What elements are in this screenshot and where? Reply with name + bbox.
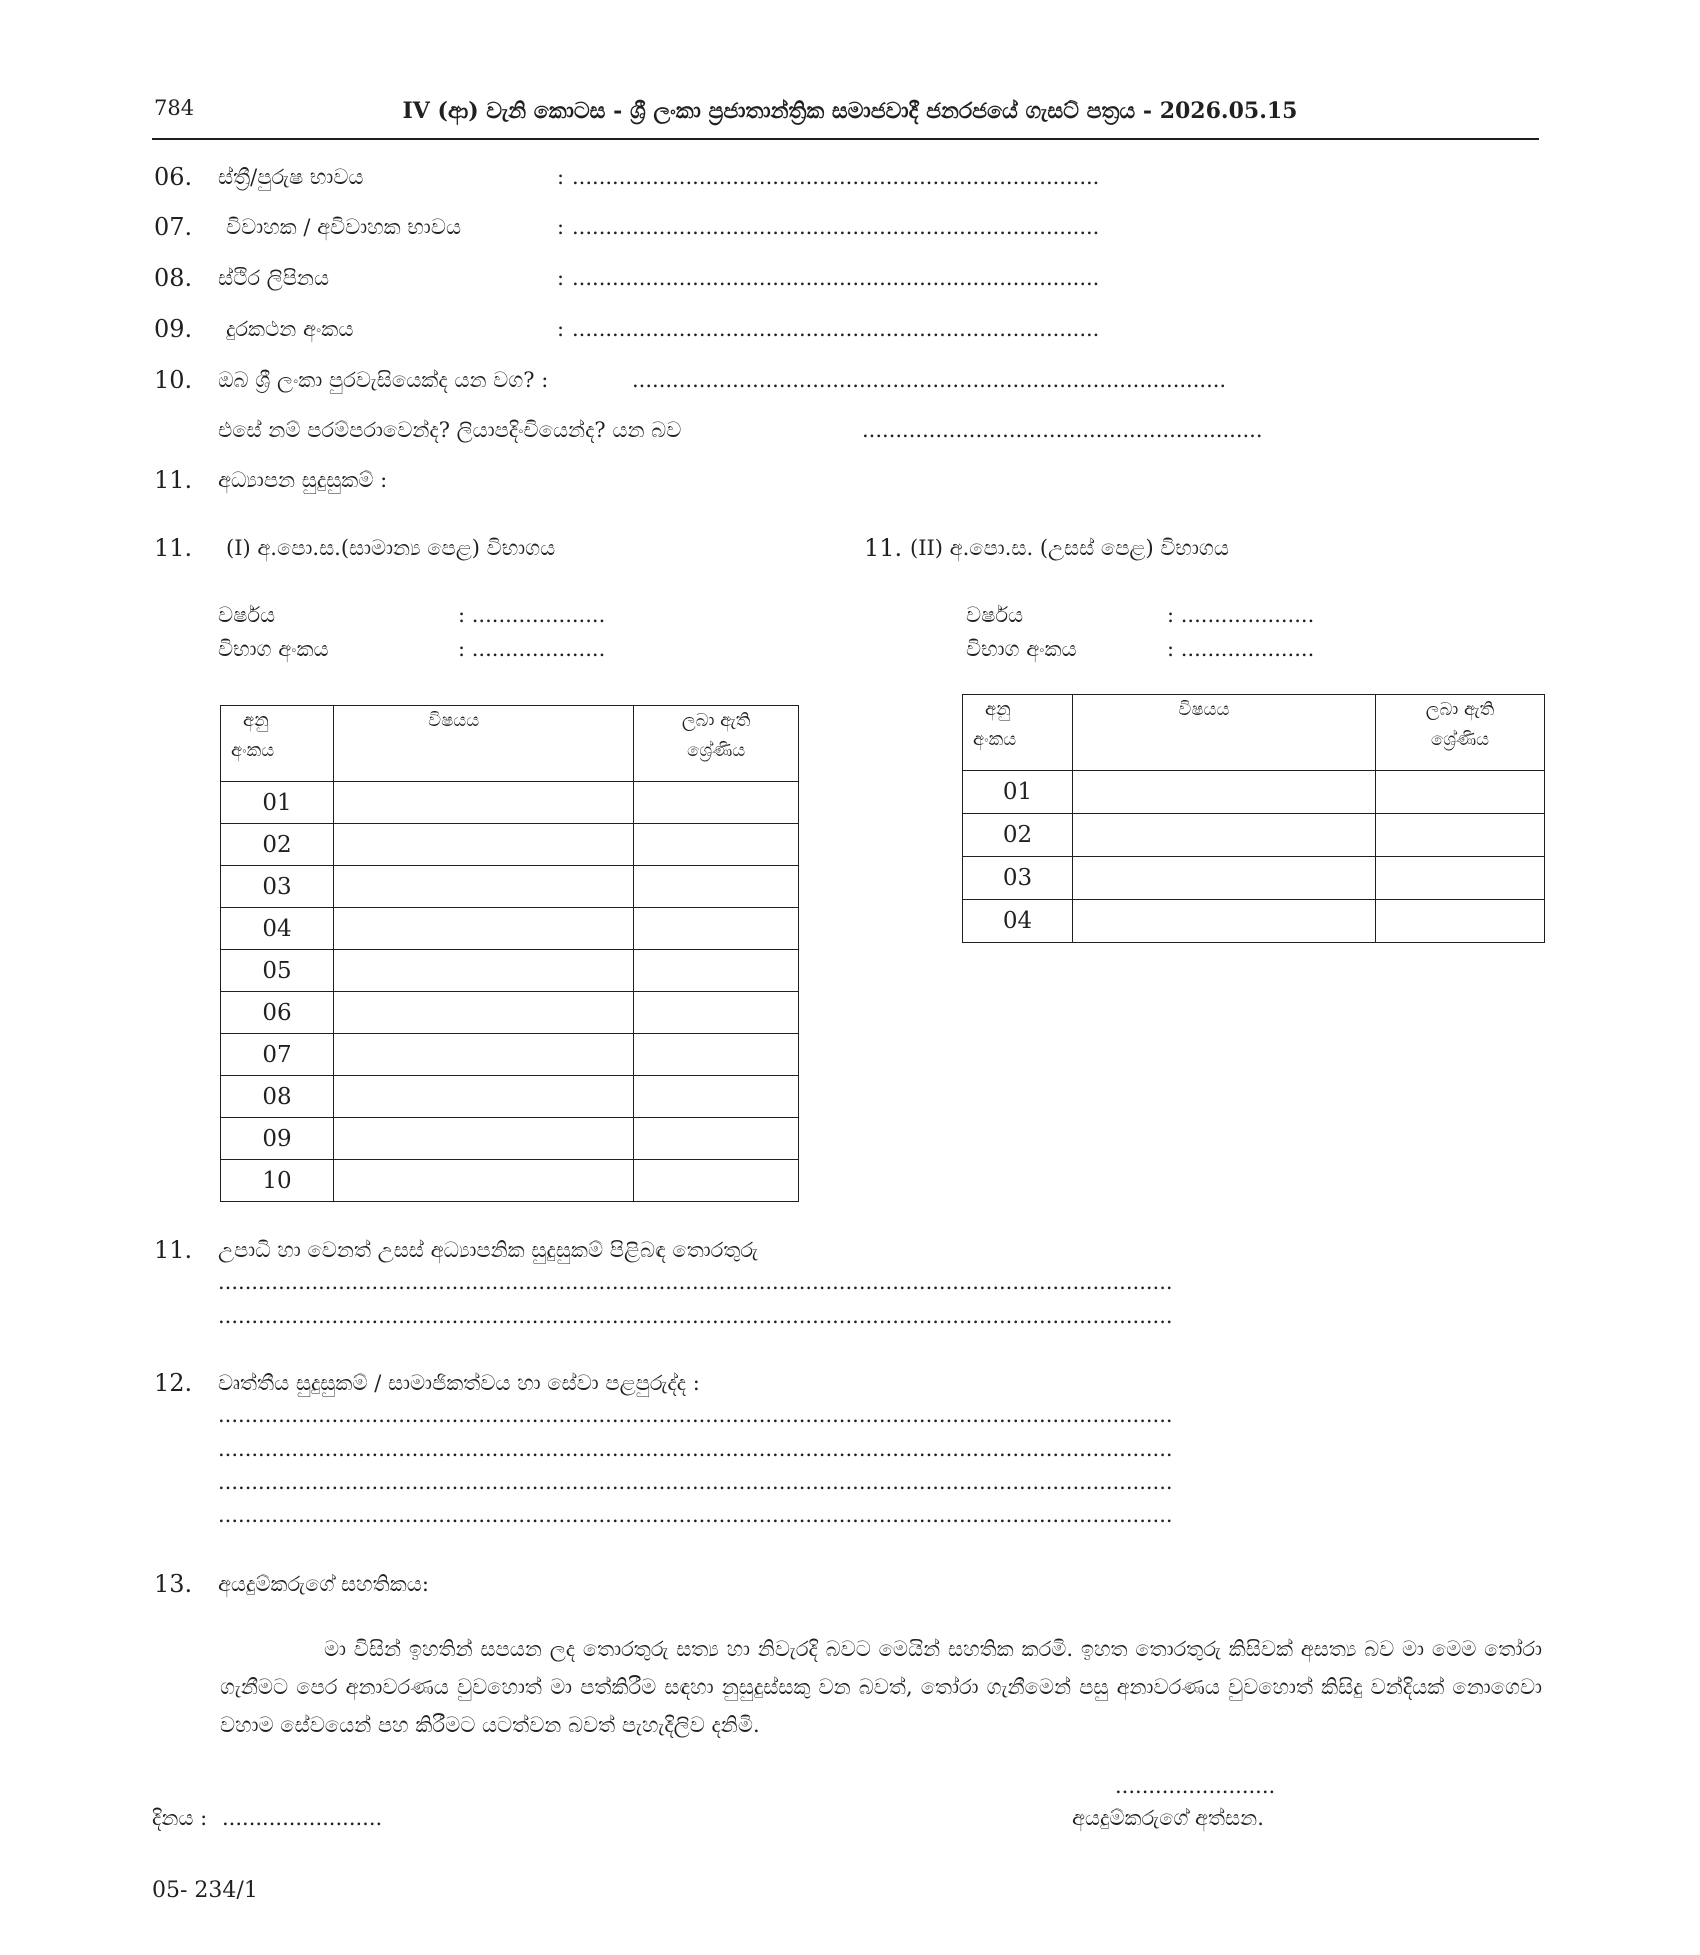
row-serial: 04 [221, 908, 334, 950]
subject-cell[interactable] [1072, 771, 1375, 814]
table-row [963, 771, 1545, 814]
professional-label: වෘත්තීය සුදුසුකම් / සාමාජිකත්වය හා සේවා පළපුරුද්ද : [218, 1371, 700, 1395]
citizenship-sub-dots[interactable]: ............................................................ [862, 418, 1263, 442]
col-subject-header: විෂයය [1072, 695, 1375, 771]
col-grade-header [634, 706, 799, 782]
row-serial: 03 [221, 866, 334, 908]
table-row [963, 857, 1545, 900]
col-serial-line2: අංකය [973, 729, 1017, 750]
al-exam-title: (II) අ.පො.ස. (උසස් පෙළ) විභාගය [910, 536, 1229, 560]
row-serial: 03 [963, 857, 1073, 900]
citizenship-number: 10. [154, 366, 193, 394]
ol-exam-number: 11. [154, 534, 193, 562]
date-label: දිනය : [152, 1806, 208, 1830]
table-row [963, 900, 1545, 943]
subject-cell[interactable] [334, 1160, 634, 1202]
al-exam-number: 11. [864, 534, 903, 562]
grade-cell[interactable] [634, 992, 799, 1034]
ol-year-dots[interactable]: : .................... [458, 603, 606, 627]
al-index-dots[interactable]: : .................... [1167, 637, 1315, 661]
col-grade-line2: ශ්‍රේණිය [686, 740, 746, 761]
row-serial: 05 [221, 950, 334, 992]
subject-cell[interactable] [334, 1118, 634, 1160]
col-grade-line1: ලබා ඇති [1425, 699, 1495, 720]
field-colon: : [557, 165, 565, 189]
table-header-row [963, 695, 1545, 771]
row-serial: 07 [221, 1034, 334, 1076]
field-colon: : [557, 215, 565, 239]
row-serial: 08 [221, 1076, 334, 1118]
professional-line[interactable]: ............................................................................................................................................... [218, 1437, 1173, 1461]
field-dots[interactable]: ............................................................................... [572, 317, 1100, 341]
field-number: 08. [154, 264, 193, 292]
field-number: 09. [154, 315, 193, 343]
subject-cell[interactable] [1072, 857, 1375, 900]
field-label: ස්ත්‍රී/පුරුෂ භාවය [218, 165, 364, 189]
table-row [963, 814, 1545, 857]
citizenship-question: ඔබ ශ්‍රී ලංකා පුරවැසියෙක්ද යන වග? : [218, 368, 549, 392]
row-serial: 04 [963, 900, 1073, 943]
col-serial-line2: අංකය [231, 740, 275, 761]
certificate-number: 13. [154, 1570, 193, 1598]
certificate-label: අයදුම්කරුගේ සහතිකය: [218, 1572, 429, 1596]
page-number: 784 [154, 96, 195, 120]
professional-line[interactable]: ............................................................................................................................................... [218, 1503, 1173, 1527]
col-grade-header [1375, 695, 1544, 771]
grade-cell[interactable] [634, 866, 799, 908]
header-rule [152, 138, 1539, 140]
row-serial: 02 [221, 824, 334, 866]
field-colon: : [557, 317, 565, 341]
table-row [221, 1118, 799, 1160]
row-serial: 06 [221, 992, 334, 1034]
table-row [221, 1160, 799, 1202]
grade-cell[interactable] [634, 1160, 799, 1202]
field-dots[interactable]: ............................................................................... [572, 215, 1100, 239]
subject-cell[interactable] [334, 1034, 634, 1076]
citizenship-sub-question: එසේ නම් පරම්පරාවෙන්ද? ලියාපදිංචියෙන්ද? යන බව [218, 418, 682, 442]
field-colon: : [557, 266, 565, 290]
al-results-table [962, 694, 1545, 943]
education-number: 11. [154, 466, 193, 494]
subject-cell[interactable] [334, 866, 634, 908]
row-serial: 01 [963, 771, 1073, 814]
subject-cell[interactable] [334, 950, 634, 992]
ol-year-label: වර්ෂය [218, 603, 276, 627]
subject-cell[interactable] [1072, 900, 1375, 943]
ol-results-table [220, 705, 799, 1202]
grade-cell[interactable] [1375, 771, 1544, 814]
higher-ed-line[interactable]: ............................................................................................................................................... [218, 1304, 1173, 1328]
field-dots[interactable]: ............................................................................... [572, 165, 1100, 189]
certificate-text: මා විසින් ඉහතින් සපයන ලද තොරතුරු සත්‍ය හා නිවැරදි බවට මෙයින් සහතික කරමි. ඉහත තොරතුරු කිසිවක් අසත්‍ය බව මා මෙම තෝරා ගැනීමට පෙර අනාවරණය වුවහොත් මා පත්කිරීම සඳහා නුසුදුස්සකු වන බවත්, තෝරා ගැනීමෙන් පසු අනාවරණය වුවහොත් කිසිදු වන්දියක් නොගෙවා වහාම සේවයෙන් පහ කිරීමට යටත්වන බවත් පැහැදිලිව දනිමි. [220, 1637, 1542, 1737]
table-row [221, 1034, 799, 1076]
col-grade-line1: ලබා ඇති [681, 710, 751, 731]
table-row [221, 824, 799, 866]
date-dots[interactable]: ........................ [222, 1806, 383, 1830]
table-row [221, 1076, 799, 1118]
ol-index-dots[interactable]: : .................... [458, 637, 606, 661]
col-grade-line2: ශ්‍රේණිය [1430, 729, 1490, 750]
table-row [221, 782, 799, 824]
subject-cell[interactable] [334, 908, 634, 950]
reference-number: 05- 234/1 [152, 1878, 258, 1903]
col-serial-header [963, 695, 1073, 771]
table-row [221, 908, 799, 950]
row-serial: 01 [221, 782, 334, 824]
grade-cell[interactable] [634, 782, 799, 824]
grade-cell[interactable] [634, 950, 799, 992]
higher-ed-number: 11. [154, 1236, 193, 1264]
higher-ed-line[interactable]: ............................................................................................................................................... [218, 1270, 1173, 1294]
row-serial: 10 [221, 1160, 334, 1202]
al-year-label: වර්ෂය [966, 603, 1024, 627]
row-serial: 02 [963, 814, 1073, 857]
field-label: දුරකථන අංකය [226, 317, 354, 341]
signature-dots[interactable]: ........................ [1115, 1774, 1276, 1798]
al-index-label: විභාග අංකය [966, 637, 1077, 661]
table-row [221, 950, 799, 992]
education-label: අධ්‍යාපන සුදුසුකම් : [218, 468, 388, 492]
citizenship-dots[interactable]: ......................................................................................... [632, 368, 1227, 392]
table-row [221, 866, 799, 908]
subject-cell[interactable] [1072, 814, 1375, 857]
subject-cell[interactable] [334, 782, 634, 824]
grade-cell[interactable] [634, 1076, 799, 1118]
col-serial-line1: අනු [243, 710, 269, 731]
gazette-header-title: IV (ආ) වැනි කොටස - ශ්‍රී ලංකා ප්‍රජාතාන්ත්‍රික සමාජවාදී ජනරජයේ ගැසට් පත්‍රය - 2026.05.15 [402, 98, 1298, 124]
field-dots[interactable]: ............................................................................... [572, 266, 1100, 290]
field-label: විවාහක / අවිවාහක භාවය [226, 215, 462, 239]
grade-cell[interactable] [634, 824, 799, 866]
table-row [221, 992, 799, 1034]
field-label: ස්ථිර ලිපිනය [218, 266, 330, 290]
grade-cell[interactable] [1375, 900, 1544, 943]
field-number: 07. [154, 213, 193, 241]
professional-number: 12. [154, 1369, 193, 1397]
grade-cell[interactable] [634, 1034, 799, 1076]
professional-line[interactable]: ............................................................................................................................................... [218, 1470, 1173, 1494]
grade-cell[interactable] [634, 908, 799, 950]
al-year-dots[interactable]: : .................... [1167, 603, 1315, 627]
ol-index-label: විභාග අංකය [218, 637, 329, 661]
grade-cell[interactable] [634, 1118, 799, 1160]
professional-line[interactable]: ............................................................................................................................................... [218, 1403, 1173, 1427]
field-number: 06. [154, 163, 193, 191]
subject-cell[interactable] [334, 824, 634, 866]
grade-cell[interactable] [1375, 857, 1544, 900]
subject-cell[interactable] [334, 1076, 634, 1118]
col-serial-line1: අනු [985, 699, 1011, 720]
col-serial-header [221, 706, 334, 782]
ol-exam-title: (I) අ.පො.ස.(සාමාන්‍ය පෙළ) විභාගය [226, 536, 556, 560]
row-serial: 09 [221, 1118, 334, 1160]
grade-cell[interactable] [1375, 814, 1544, 857]
subject-cell[interactable] [334, 992, 634, 1034]
table-header-row [221, 706, 799, 782]
signature-label: අයදුම්කරුගේ අත්සන. [1072, 1806, 1264, 1830]
col-subject-header: විෂයය [334, 706, 634, 782]
higher-ed-label: උපාධි හා වෙනත් උසස් අධ්‍යාපනික සුදුසුකම් පිළිබඳ තොරතුරු [218, 1238, 758, 1262]
